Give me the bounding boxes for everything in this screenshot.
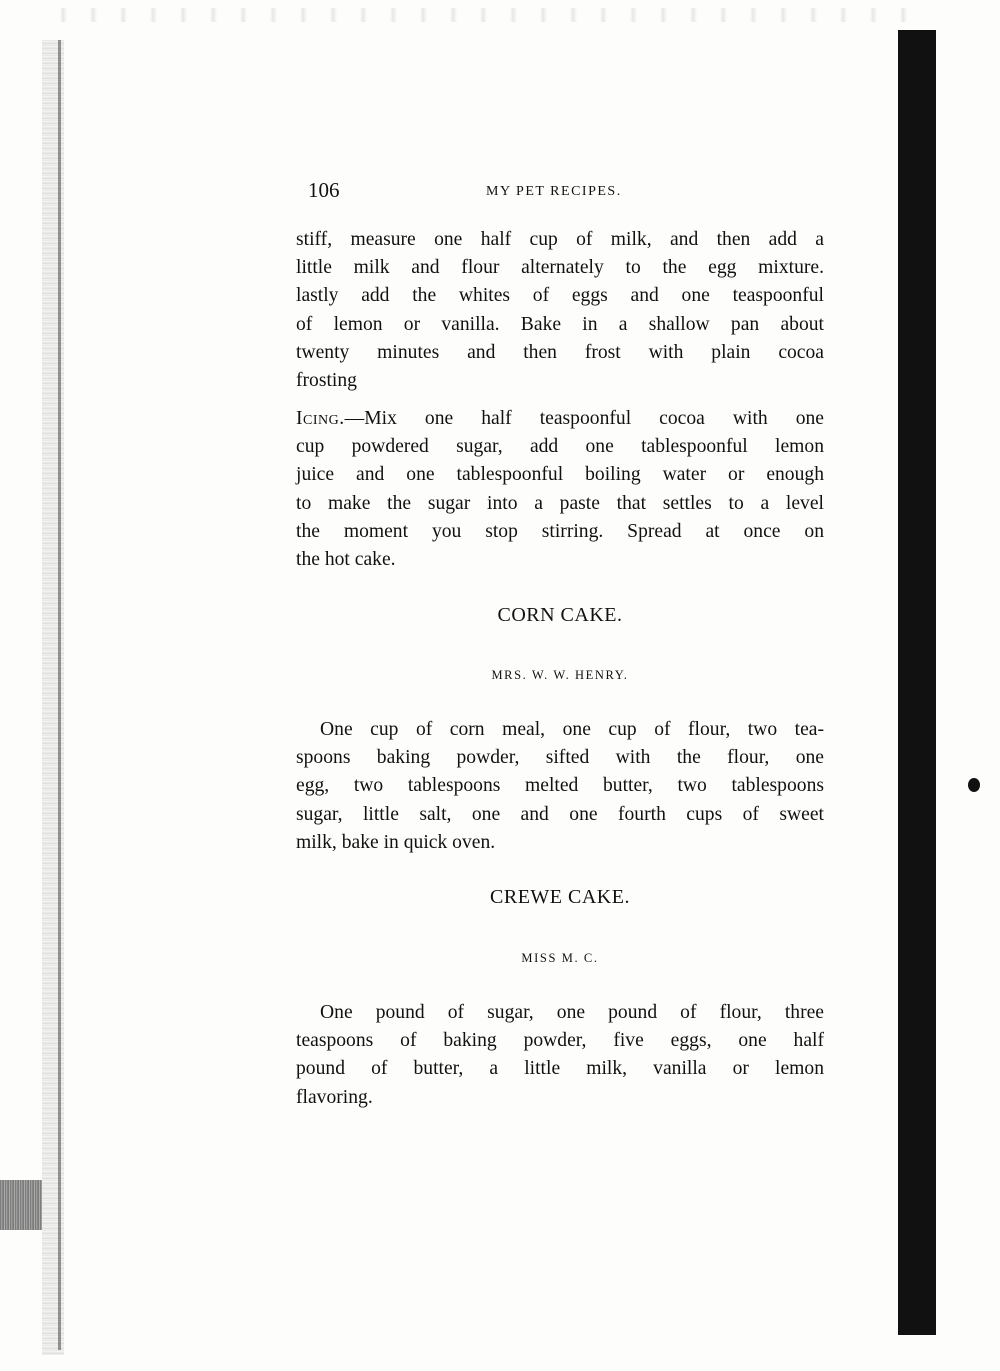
text-line: frosting xyxy=(296,370,357,392)
text-line: cup powdered sugar, add one tablespoonful lemon xyxy=(296,436,824,458)
corn-cake-recipe xyxy=(296,716,824,857)
text-line: pound of butter, a little milk, vanilla or lemon xyxy=(296,1058,824,1080)
binding-hole xyxy=(968,778,980,792)
text-line: flavoring. xyxy=(296,1086,373,1108)
text-line: of lemon or vanilla. Bake in a shallow pan about xyxy=(296,313,824,335)
text-line: milk, bake in quick oven. xyxy=(296,831,496,853)
crewe-cake-author: MISS M. C. xyxy=(521,951,599,965)
text-line: sugar, little salt, one and one fourth cups of sweet xyxy=(296,803,824,825)
right-binding-bar xyxy=(898,30,936,1335)
text-line: juice and one tablespoonful boiling water or enough xyxy=(296,464,824,486)
text-line: lastly add the whites of eggs and one teaspoonful xyxy=(296,285,824,307)
icing-label: Icing. xyxy=(296,408,345,429)
icing-paragraph xyxy=(296,405,824,574)
text-line: to make the sugar into a paste that settles to a level xyxy=(296,492,824,514)
icing-first-line: —Mix one half teaspoonful cocoa with one xyxy=(344,408,824,429)
text-line: twenty minutes and then frost with plain cocoa xyxy=(296,341,824,363)
continuation-paragraph xyxy=(296,226,824,395)
scan-smudge xyxy=(60,8,920,22)
text-line: the moment you stop stirring. Spread at once on xyxy=(296,520,824,542)
running-head xyxy=(308,178,828,208)
corn-cake-author: MRS. W. W. HENRY. xyxy=(491,668,629,682)
left-binding-line xyxy=(58,40,61,1350)
page-number: 106 xyxy=(308,178,340,202)
running-title: MY PET RECIPES. xyxy=(486,184,622,199)
text-line: the hot cake. xyxy=(296,549,396,571)
text-line: One pound of sugar, one pound of flour, three xyxy=(320,1002,824,1023)
text-line: egg, two tablespoons melted butter, two tablespoons xyxy=(296,775,824,797)
text-line: spoons baking powder, sifted with the flour, one xyxy=(296,747,824,769)
text-line: little milk and flour alternately to the egg mixture. xyxy=(296,257,824,279)
text-line xyxy=(296,405,824,433)
text-line: stiff, measure one half cup of milk, and then add a xyxy=(296,229,824,250)
crewe-cake-title: CREWE CAKE. xyxy=(490,886,630,908)
corn-cake-title: CORN CAKE. xyxy=(497,604,623,626)
crewe-cake-recipe xyxy=(296,999,824,1112)
text-line: One cup of corn meal, one cup of flour, two tea- xyxy=(320,719,824,740)
left-binding-mark xyxy=(0,1180,42,1230)
text-line: teaspoons of baking powder, five eggs, one half xyxy=(296,1030,824,1052)
